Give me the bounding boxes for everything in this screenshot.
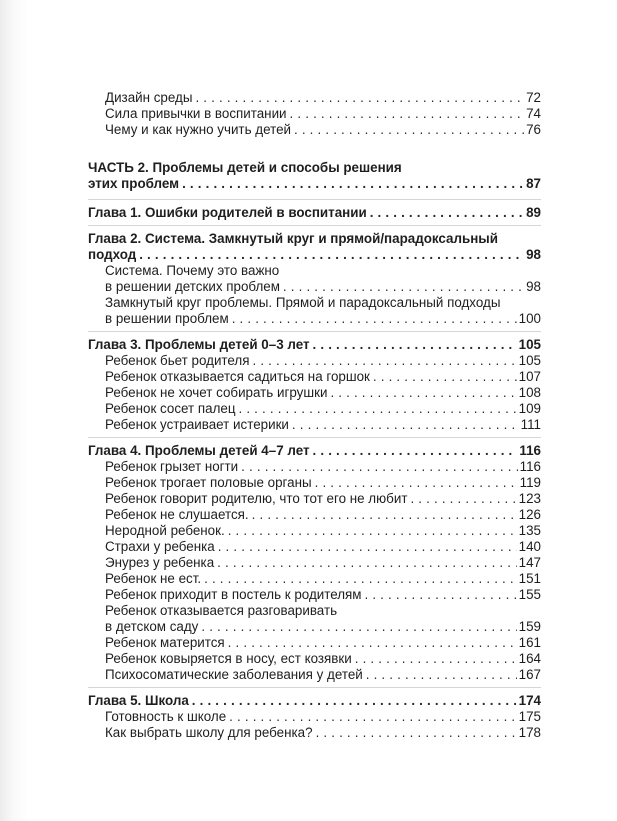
toc-entry[interactable] xyxy=(88,106,541,122)
entry-title: Ребенок не хочет собирать игрушки xyxy=(105,385,328,400)
dot-leader xyxy=(410,491,516,507)
entry-page: 147 xyxy=(518,555,541,570)
toc-entry[interactable] xyxy=(88,555,541,571)
entry-page: 123 xyxy=(518,491,541,506)
entry-page: 76 xyxy=(526,122,541,137)
toc-entry[interactable] xyxy=(88,353,541,369)
dot-leader xyxy=(373,369,517,385)
entry-page: 151 xyxy=(518,571,541,586)
entry-title: Ребенок отказывается садиться на горшок xyxy=(105,369,370,384)
entry-page: 100 xyxy=(518,311,541,326)
toc-entry[interactable] xyxy=(88,295,541,327)
toc-entry[interactable] xyxy=(88,603,541,635)
dot-leader xyxy=(313,337,517,353)
entry-title: этих проблем xyxy=(88,176,180,191)
entry-title: Психосоматические заболевания у детей xyxy=(105,667,363,682)
entry-page: 87 xyxy=(526,176,541,191)
dot-leader xyxy=(228,635,517,651)
toc-entry[interactable] xyxy=(88,417,541,433)
dot-leader xyxy=(195,90,524,106)
entry-page: 174 xyxy=(518,693,541,708)
entry-page: 161 xyxy=(518,635,541,650)
entry-title: Сила привычки в воспитании xyxy=(105,106,287,121)
entry-title-line1: Замкнутый круг проблемы. Прямой и парадоксальный подходы xyxy=(105,295,501,310)
entry-title-line1: Ребенок отказывается разговаривать xyxy=(105,603,338,618)
entry-title: Ребенок грызет ногти xyxy=(105,459,239,474)
entry-page: 135 xyxy=(518,523,541,538)
dot-leader xyxy=(204,571,517,587)
part-2-heading[interactable] xyxy=(88,160,541,192)
dot-leader xyxy=(252,507,517,523)
entry-title: Глава 1. Ошибки родителей в воспитании xyxy=(88,205,367,220)
entry-title: в решении проблем xyxy=(105,311,229,326)
entry-title: Глава 5. Школа xyxy=(88,693,189,708)
toc-entry[interactable] xyxy=(88,725,541,741)
entry-page: 119 xyxy=(519,475,541,490)
toc-entry[interactable] xyxy=(88,475,541,491)
dot-leader xyxy=(241,459,517,475)
entry-title: Ребенок не слушается. xyxy=(105,507,249,522)
entry-page: 167 xyxy=(518,667,541,682)
entry-page: 159 xyxy=(518,619,541,634)
toc-entry[interactable] xyxy=(88,523,541,539)
chapter-heading[interactable] xyxy=(88,205,541,221)
toc-entry[interactable] xyxy=(88,507,541,523)
dot-leader xyxy=(315,475,518,491)
toc-entry[interactable] xyxy=(88,263,541,295)
toc-entry[interactable] xyxy=(88,539,541,555)
entry-page: 74 xyxy=(526,106,541,121)
entry-title-line1: Система. Почему это важно xyxy=(105,263,280,278)
entry-page: 164 xyxy=(518,651,541,666)
entry-title: Ребенок ковыряется в носу, ест козявки xyxy=(105,651,352,666)
entry-title: Готовность к школе xyxy=(105,709,227,724)
toc-entry[interactable] xyxy=(88,709,541,725)
dot-leader xyxy=(313,443,518,459)
entry-title: Неродной ребенок. xyxy=(105,523,225,538)
part-title-line1: ЧАСТЬ 2. Проблемы детей и способы решения xyxy=(88,160,402,175)
entry-page: 116 xyxy=(519,443,541,458)
dot-leader xyxy=(330,385,516,401)
entry-page: 126 xyxy=(518,507,541,522)
entry-page: 108 xyxy=(518,385,541,400)
toc-entry[interactable] xyxy=(88,667,541,683)
dot-leader xyxy=(283,279,524,295)
entry-page: 107 xyxy=(518,369,541,384)
entry-title: в детском саду xyxy=(105,619,199,634)
entry-title: Как выбрать школу для ребенка? xyxy=(105,725,313,740)
entry-page: 105 xyxy=(518,353,541,368)
toc-entry[interactable] xyxy=(88,401,541,417)
dot-leader xyxy=(370,205,524,221)
chapter-5 xyxy=(88,687,541,741)
chapter-1 xyxy=(88,199,541,221)
dot-leader xyxy=(201,619,516,635)
entry-title: Глава 4. Проблемы детей 4–7 лет xyxy=(88,443,310,458)
entry-page: 175 xyxy=(518,709,541,724)
chapter-4 xyxy=(88,437,541,683)
entry-title: Энурез у ребенка xyxy=(105,555,215,570)
dot-leader xyxy=(182,176,524,192)
entry-page: 111 xyxy=(520,417,541,432)
table-of-contents xyxy=(88,90,541,741)
dot-leader xyxy=(139,247,524,263)
entry-page: 105 xyxy=(518,337,541,352)
dot-leader xyxy=(218,539,517,555)
dot-leader xyxy=(365,587,517,603)
entry-title: Ребенок матерится xyxy=(105,635,225,650)
entry-title: Ребенок трогает половые органы xyxy=(105,475,312,490)
toc-entry[interactable] xyxy=(88,90,541,106)
chapter-heading[interactable] xyxy=(88,337,541,353)
dot-leader xyxy=(290,106,525,122)
chapter-title-line1: Глава 2. Система. Замкнутый круг и прямой/парадоксальный xyxy=(88,231,498,246)
dot-leader xyxy=(355,651,517,667)
entry-page: 89 xyxy=(526,205,541,220)
toc-entry[interactable] xyxy=(88,122,541,138)
dot-leader xyxy=(229,709,516,725)
entry-title: Ребенок говорит родителю, что тот его не любит xyxy=(105,491,408,506)
dot-leader xyxy=(232,311,517,327)
entry-page: 178 xyxy=(518,725,541,740)
entry-title: Ребенок не ест. xyxy=(105,571,202,586)
dot-leader xyxy=(217,555,517,571)
dot-leader xyxy=(294,122,524,138)
chapter-2 xyxy=(88,225,541,327)
entry-title: Чему и как нужно учить детей xyxy=(105,122,291,137)
toc-entry[interactable] xyxy=(88,635,541,651)
dot-leader xyxy=(192,693,517,709)
dot-leader xyxy=(252,353,516,369)
entry-title: Ребенок сосет палец xyxy=(105,401,236,416)
chapter-heading[interactable] xyxy=(88,443,541,459)
toc-entry[interactable] xyxy=(88,369,541,385)
chapter-3 xyxy=(88,331,541,433)
toc-entry[interactable] xyxy=(88,459,541,475)
entry-page: 72 xyxy=(526,90,541,105)
entry-title: Дизайн среды xyxy=(105,90,193,105)
chapter-title-line2 xyxy=(88,247,541,263)
part-title-line2 xyxy=(88,176,541,192)
dot-leader xyxy=(239,401,517,417)
dot-leader xyxy=(228,523,517,539)
entry-page: 98 xyxy=(526,247,541,262)
chapter-heading[interactable] xyxy=(88,231,541,263)
toc-entry[interactable] xyxy=(88,491,541,507)
entry-page: 140 xyxy=(518,539,541,554)
entry-title: в решении детских проблем xyxy=(105,279,280,294)
entry-title: Ребенок приходит в постель к родителям xyxy=(105,587,362,602)
entry-page: 116 xyxy=(519,459,541,474)
entry-title: Ребенок бьет родителя xyxy=(105,353,250,368)
toc-entry[interactable] xyxy=(88,587,541,603)
intro-entries xyxy=(88,90,541,138)
chapter-heading[interactable] xyxy=(88,693,541,709)
dot-leader xyxy=(366,667,517,683)
entry-page: 98 xyxy=(526,279,541,294)
dot-leader xyxy=(316,725,517,741)
dot-leader xyxy=(292,417,519,433)
entry-page: 109 xyxy=(518,401,541,416)
toc-entry[interactable] xyxy=(88,385,541,401)
entry-page: 155 xyxy=(518,587,541,602)
entry-title: Глава 3. Проблемы детей 0–3 лет xyxy=(88,337,310,352)
entry-title: Страхи у ребенка xyxy=(105,539,215,554)
toc-entry[interactable] xyxy=(88,571,541,587)
toc-entry[interactable] xyxy=(88,651,541,667)
entry-title: Ребенок устраивает истерики xyxy=(105,417,289,432)
entry-title: подход xyxy=(88,247,137,262)
